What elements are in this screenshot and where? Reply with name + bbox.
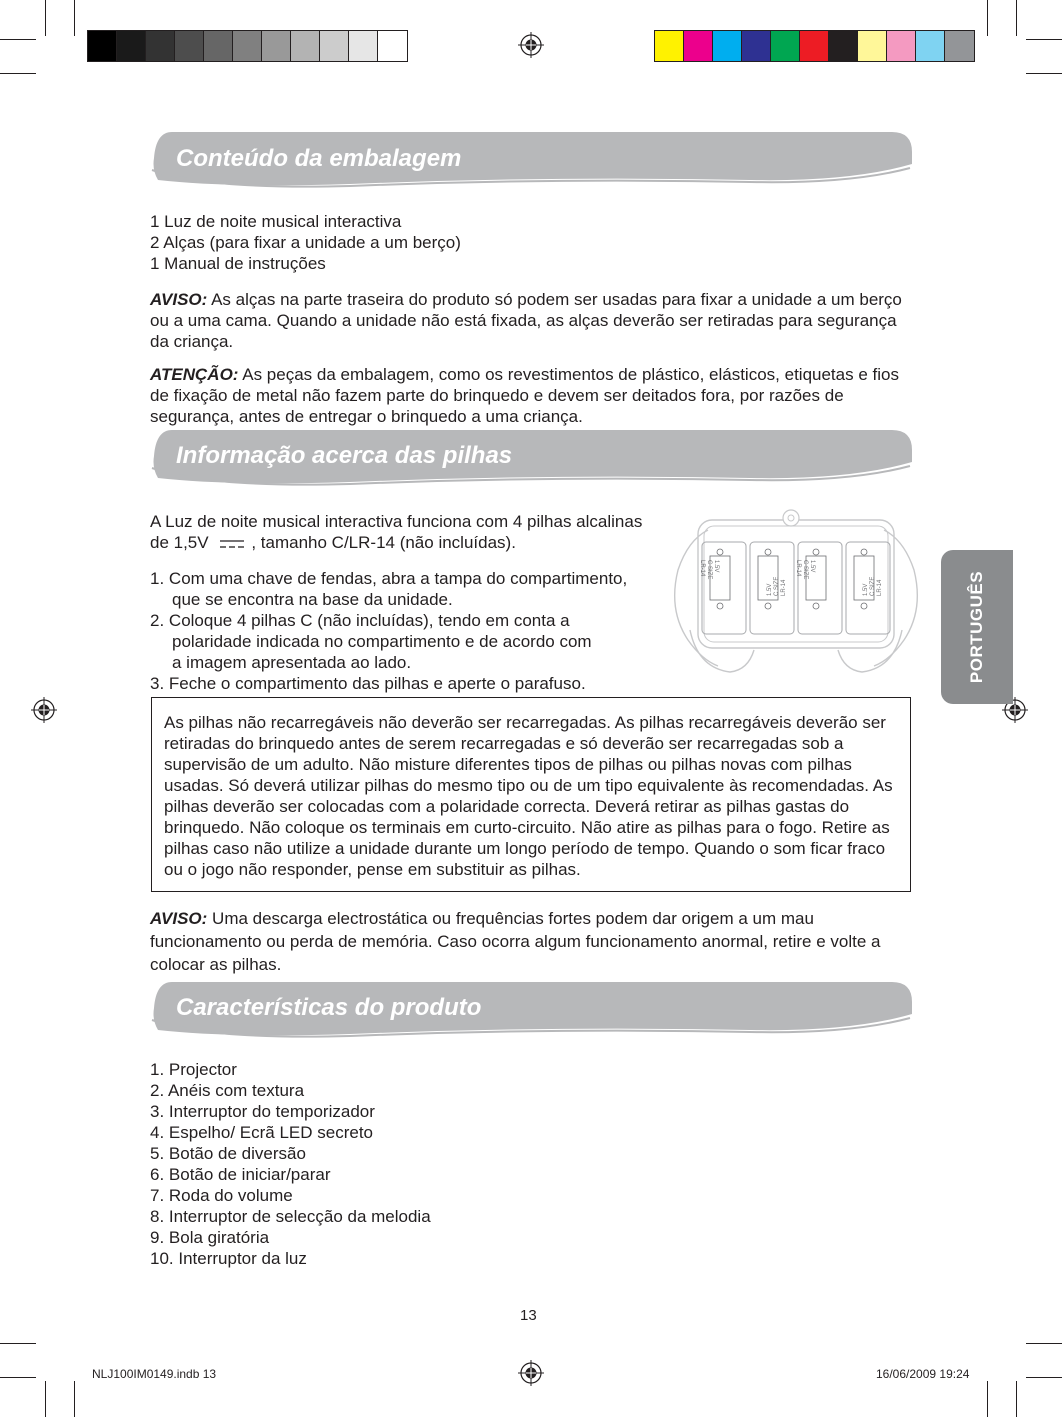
warning-label: AVISO: [150, 909, 208, 928]
list-item: 3. Interruptor do temporizador [150, 1102, 375, 1121]
warning-text: Uma descarga electrostática ou frequências fortes podem dar origem a um mau funcionamento ou perda de memória. Caso ocorra algum funcionamento anormal, retire e volte a colocar as pilhas. [150, 909, 881, 974]
crop-mark [0, 39, 36, 40]
crop-mark [1026, 39, 1062, 40]
dc-symbol-icon [219, 538, 245, 550]
footer-file: NLJ100IM0149.indb 13 [92, 1367, 217, 1381]
color-swatch [713, 31, 742, 61]
color-swatch [349, 31, 378, 61]
crop-mark [74, 0, 75, 36]
color-swatch [829, 31, 858, 61]
crop-mark [0, 1377, 36, 1378]
color-swatch [800, 31, 829, 61]
batteries-intro [150, 511, 710, 553]
crop-mark [45, 1381, 46, 1417]
step-line: que se encontra na base da unidade. [172, 590, 453, 609]
list-item: 6. Botão de iniciar/parar [150, 1165, 331, 1184]
language-tab-label: PORTUGUÊS [967, 570, 986, 684]
color-swatch [88, 31, 117, 61]
list-item: 10. Interruptor da luz [150, 1249, 307, 1268]
color-swatch [655, 31, 684, 61]
features-list [150, 1059, 650, 1269]
section-title-batteries: Informação acerca das pilhas [176, 442, 513, 469]
step-line: a imagem apresentada ao lado. [172, 653, 412, 672]
crop-mark [987, 0, 988, 36]
list-item: 4. Espelho/ Ecrã LED secreto [150, 1123, 374, 1142]
list-item: 1. Projector [150, 1060, 237, 1079]
color-swatch [204, 31, 233, 61]
gray-color-bar [87, 30, 408, 62]
crop-mark [987, 1381, 988, 1417]
crop-mark [1026, 73, 1062, 74]
crop-mark [45, 0, 46, 36]
language-tab [941, 550, 1013, 704]
intro-line: A Luz de noite musical interactiva funciona com 4 pilhas alcalinas [150, 512, 643, 531]
crop-mark [1026, 1343, 1062, 1344]
crop-mark [1016, 0, 1017, 36]
list-item: 7. Roda do volume [150, 1186, 293, 1205]
crop-mark [0, 73, 36, 74]
color-swatch [945, 31, 974, 61]
list-item: 1 Luz de noite musical interactiva [150, 212, 402, 231]
color-swatch [146, 31, 175, 61]
color-swatch [233, 31, 262, 61]
notice-text: As pilhas não recarregáveis não deverão ser recarregadas. As pilhas recarregáveis deverão ser retiradas do brinquedo antes de serem recarregadas e só deverão ser recarregadas sob a supervisão de um adulto. Não misture diferentes tipos de pilhas ou pilhas novas com pilhas usadas. Só deverá utilizar pilhas do mesmo tipo ou de um tipo equivalente às recomendadas. As pilhas deverão ser colocadas com a polaridade correcta. Deverá retirar as pilhas gastas do brinquedo. Não coloque os terminais em curto-circuito. Não atire as pilhas para o fogo. Retire as pilhas caso não utilize a unidade durante um longo período de tempo. Quando o som ficar fraco ou o jogo não responder, pense em substituir as pilhas. [164, 713, 893, 879]
crop-mark [0, 1343, 36, 1344]
section-title-features: Características do produto [176, 994, 482, 1021]
color-swatch [742, 31, 771, 61]
warning-text: As alças na parte traseira do produto só podem ser usadas para fixar a unidade a um berço ou a uma cama. Quando a unidade não está fixada, as alças deverão ser retiradas para segurança da criança. [150, 290, 902, 351]
battery-safety-notice [151, 697, 911, 892]
registration-mark-icon [518, 1360, 544, 1386]
batteries-warning [150, 907, 910, 976]
list-item: 2. Anéis com textura [150, 1081, 305, 1100]
page-number: 13 [520, 1307, 537, 1324]
crop-mark [1026, 1377, 1062, 1378]
contents-attention [150, 364, 908, 427]
crop-mark [1016, 1381, 1017, 1417]
color-swatch [117, 31, 146, 61]
list-item: 1 Manual de instruções [150, 254, 326, 273]
battery-compartment-illustration [668, 500, 924, 680]
battery-label-text: 1.5VC SIZELR-14 [699, 560, 719, 580]
attention-text: As peças da embalagem, como os revestimentos de plástico, elásticos, etiquetas e fios de fixação de metal não fazem parte do brinquedo e devem ser deitados fora, por razões de segurança, antes de entregar o brinquedo a uma criança. [150, 365, 899, 426]
list-item: 5. Botão de diversão [150, 1144, 306, 1163]
list-item: 8. Interruptor de selecção da melodia [150, 1207, 431, 1226]
registration-mark-icon [31, 697, 57, 723]
contents-warning [150, 289, 908, 352]
warning-label: AVISO: [150, 290, 208, 309]
footer-date: 16/06/2009 19:24 [876, 1367, 970, 1381]
intro-voltage: de 1,5V [150, 533, 209, 552]
color-swatch [916, 31, 945, 61]
list-item: 9. Bola giratória [150, 1228, 270, 1247]
step-item: 1. Com uma chave de fendas, abra a tampa do compartimento, [150, 569, 628, 588]
step-item: 3. Feche o compartimento das pilhas e aperte o parafuso. [150, 674, 586, 693]
color-swatch [175, 31, 204, 61]
section-title-contents: Conteúdo da embalagem [176, 145, 462, 172]
color-swatch [262, 31, 291, 61]
crop-mark [74, 1381, 75, 1417]
color-swatch [291, 31, 320, 61]
color-swatch [320, 31, 349, 61]
list-item: 2 Alças (para fixar a unidade a um berço) [150, 233, 461, 252]
contents-list [150, 211, 910, 274]
process-color-bar [654, 30, 975, 62]
registration-mark-icon [518, 32, 544, 58]
battery-label-text: 1.5VC SIZELR-14 [795, 560, 815, 580]
color-swatch [771, 31, 800, 61]
battery-label-text: 1.5VC SIZELR-14 [863, 576, 883, 596]
step-item: 2. Coloque 4 pilhas C (não incluídas), tendo em conta a [150, 611, 570, 630]
color-swatch [858, 31, 887, 61]
color-swatch [684, 31, 713, 61]
battery-steps [150, 568, 680, 694]
intro-size: , tamanho C/LR-14 (não incluídas). [251, 533, 516, 552]
attention-label: ATENÇÃO: [150, 365, 239, 384]
step-line: polaridade indicada no compartimento e de acordo com [172, 632, 592, 651]
color-swatch [887, 31, 916, 61]
color-swatch [378, 31, 407, 61]
battery-label-text: 1.5VC SIZELR-14 [767, 576, 787, 596]
